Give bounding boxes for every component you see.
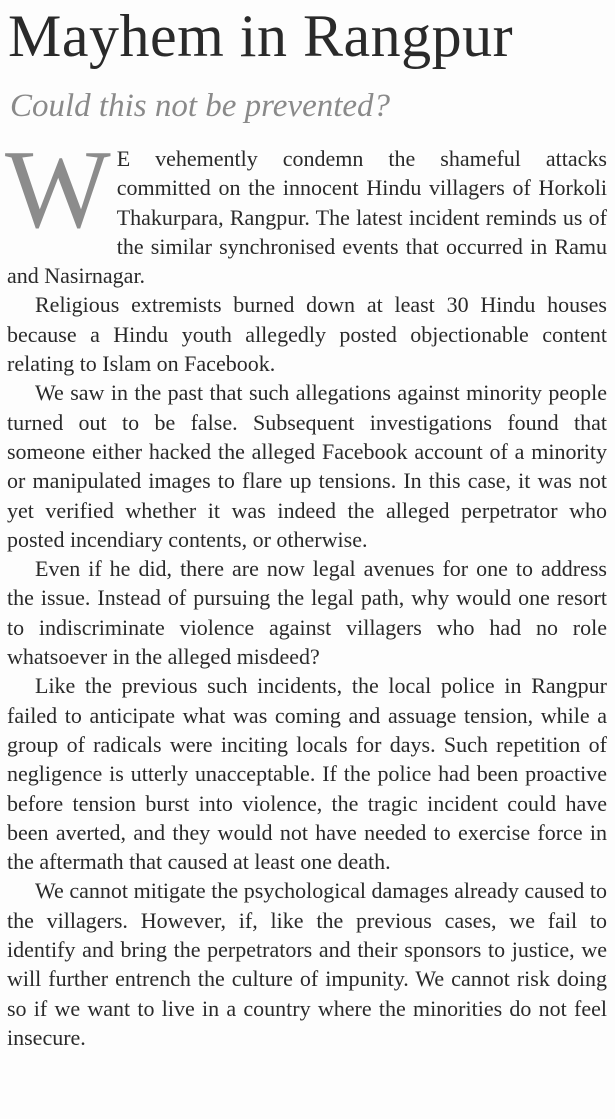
paragraph-5: Like the previous such incidents, the local police in Rangpur failed to anticipate what was coming and assuage tension, while a group of radicals were inciting locals for days. Such repetition of negligence is utterly unacceptable. If the police had been proactive before tension burst into violence, the tragic incident could have been averted, and they would not have needed to exercise force in the aftermath that caused at least one death.: [7, 673, 607, 875]
paragraph-2: Religious extremists burned down at least 30 Hindu houses because a Hindu youth allegedly posted objectionable content relating to Islam on Facebook.: [7, 292, 607, 377]
paragraph-4: Even if he did, there are now legal avenues for one to address the issue. Instead of pursuing the legal path, why would one resort to indiscriminate violence against villagers who had no role whatsoever in the alleged misdeed?: [7, 556, 607, 670]
drop-cap: W: [5, 128, 111, 252]
paragraph-1-text: E vehemently condemn the shameful attacks committed on the innocent Hindu villagers of Horkoli Thakurpara, Rangpur. The latest incident reminds us of the similar synchronised events that occurred in Ramu and Nasirnagar.: [7, 146, 607, 289]
subheadline: Could this not be prevented?: [10, 88, 391, 124]
headline: Mayhem in Rangpur: [8, 3, 514, 69]
paragraph-1: [5, 128, 607, 290]
article-body: [5, 128, 607, 1052]
paragraph-6: We cannot mitigate the psychological damages already caused to the villagers. However, if, like the previous cases, we fail to identify and bring the perpetrators and their sponsors to justice, we will further entrench the culture of impunity. We cannot risk doing so if we want to live in a country where the minorities do not feel insecure.: [7, 878, 607, 1050]
paragraph-3: We saw in the past that such allegations against minority people turned out to be false. Subsequent investigations found that someone either hacked the alleged Facebook account of a minority or manipulated images to flare up tensions. In this case, it was not yet verified whether it was indeed the alleged perpetrator who posted incendiary contents, or otherwise.: [7, 380, 607, 552]
